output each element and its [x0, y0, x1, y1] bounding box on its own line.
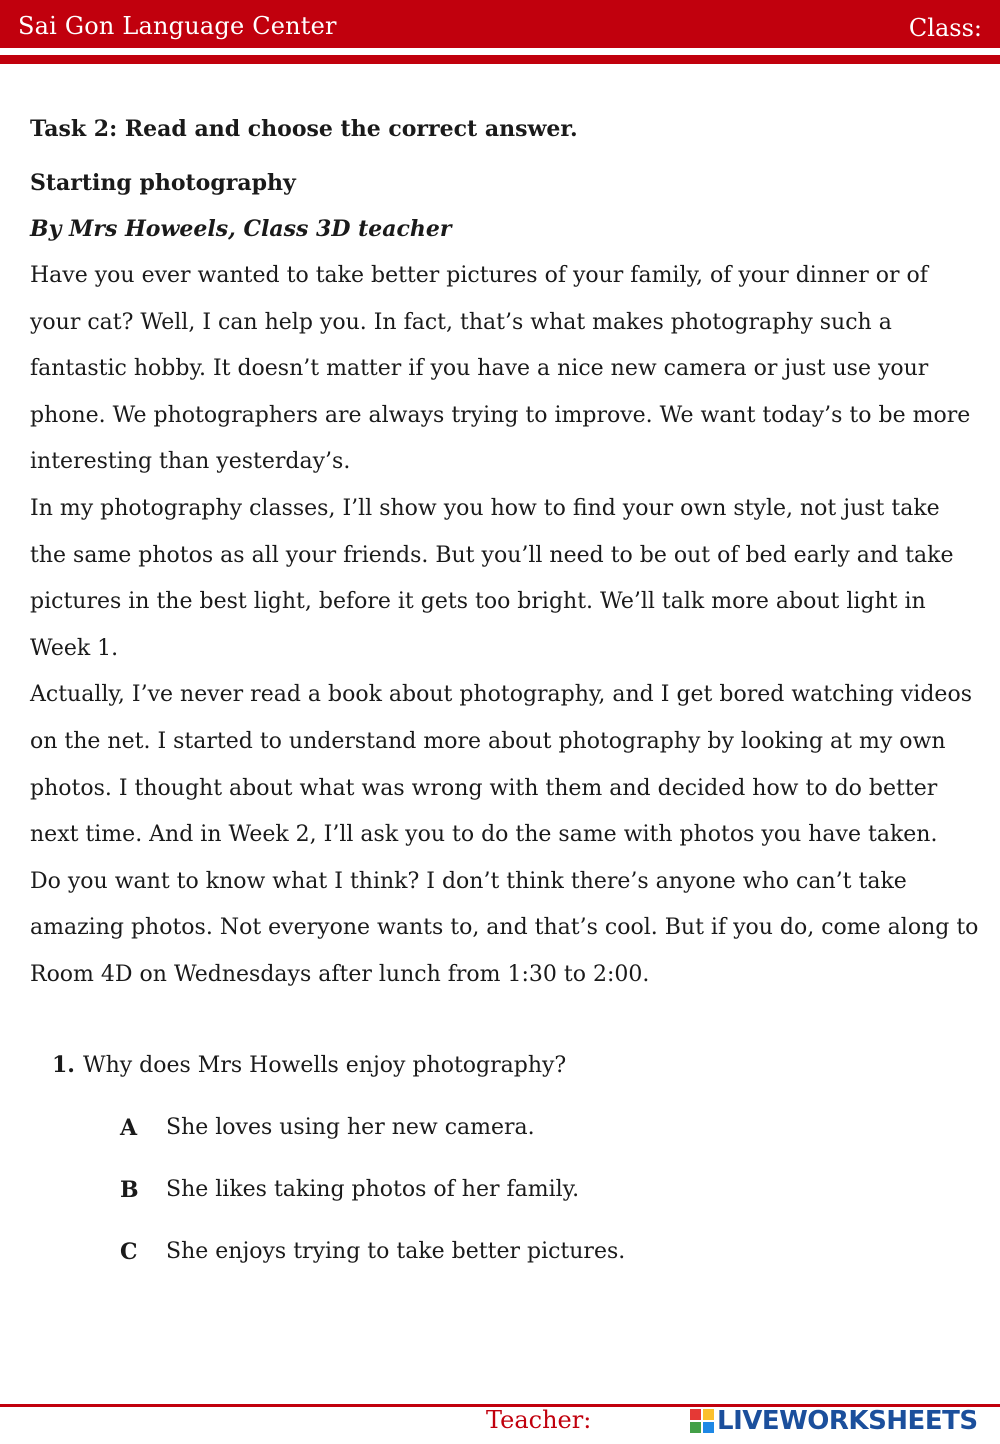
- answer-option-c[interactable]: [120, 1236, 980, 1268]
- option-text: She loves using her new camera.: [166, 1114, 535, 1140]
- answer-options: [52, 1112, 980, 1268]
- liveworksheets-logo: [690, 1406, 978, 1436]
- center-name: Sai Gon Language Center: [18, 12, 337, 40]
- question-line: [52, 1049, 980, 1082]
- article-title: Starting photography: [30, 170, 296, 196]
- header-divider: [0, 55, 1000, 64]
- liveworksheets-logo-icon: [690, 1409, 714, 1433]
- article-paragraph: Do you want to know what I think? I don’t think there’s anyone who can’t take amazing photos. Not everyone wants to, and that’s cool. But if you do, come along to Room 4D on Wednesdays after lunch from 1:30 to 2:00.: [30, 868, 979, 987]
- worksheet-content: [30, 113, 980, 1268]
- task-title: Task 2: Read and choose the correct answer.: [30, 116, 578, 142]
- option-text: She likes taking photos of her family.: [166, 1176, 580, 1202]
- class-label: Class:: [908, 14, 982, 42]
- question-1: [30, 1049, 980, 1268]
- teacher-label: Teacher:: [486, 1406, 592, 1434]
- brand-name: LIVEWORKSHEETS: [717, 1406, 978, 1436]
- article-paragraph: Actually, I’ve never read a book about photography, and I get bored watching videos on the net. I started to understand more about photography by looking at my own photos. I thought about what was wrong with them and decided how to do better next time. And in Week 2, I’ll ask you to do the same with photos you have taken.: [30, 682, 972, 848]
- option-letter: B: [120, 1176, 139, 1203]
- option-text: She enjoys trying to take better pictures.: [166, 1238, 626, 1264]
- option-letter: A: [120, 1114, 138, 1141]
- article-paragraph: Have you ever wanted to take better pictures of your family, of your dinner or of your cat? Well, I can help you. In fact, that’s what makes photography such a fantastic hobby. It doesn’t matter if you have a nice new camera or just use your phone. We photographers are always trying to improve. We want today’s to be more interesting than yesterday’s.: [30, 263, 971, 475]
- question-number: 1.: [52, 1051, 75, 1078]
- article-author: By Mrs Howeels, Class 3D teacher: [30, 216, 452, 242]
- answer-option-b[interactable]: [120, 1174, 980, 1206]
- article-paragraph: In my photography classes, I’ll show you how to find your own style, not just take the same photos as all your friends. But you’ll need to be out of bed early and take pictures in the best light, before it gets too bright. We’ll talk more about light in Week 1.: [30, 495, 954, 661]
- option-letter: C: [120, 1238, 138, 1265]
- answer-option-a[interactable]: [120, 1112, 980, 1144]
- question-text: Why does Mrs Howells enjoy photography?: [82, 1052, 567, 1078]
- header-bar: [0, 0, 1000, 48]
